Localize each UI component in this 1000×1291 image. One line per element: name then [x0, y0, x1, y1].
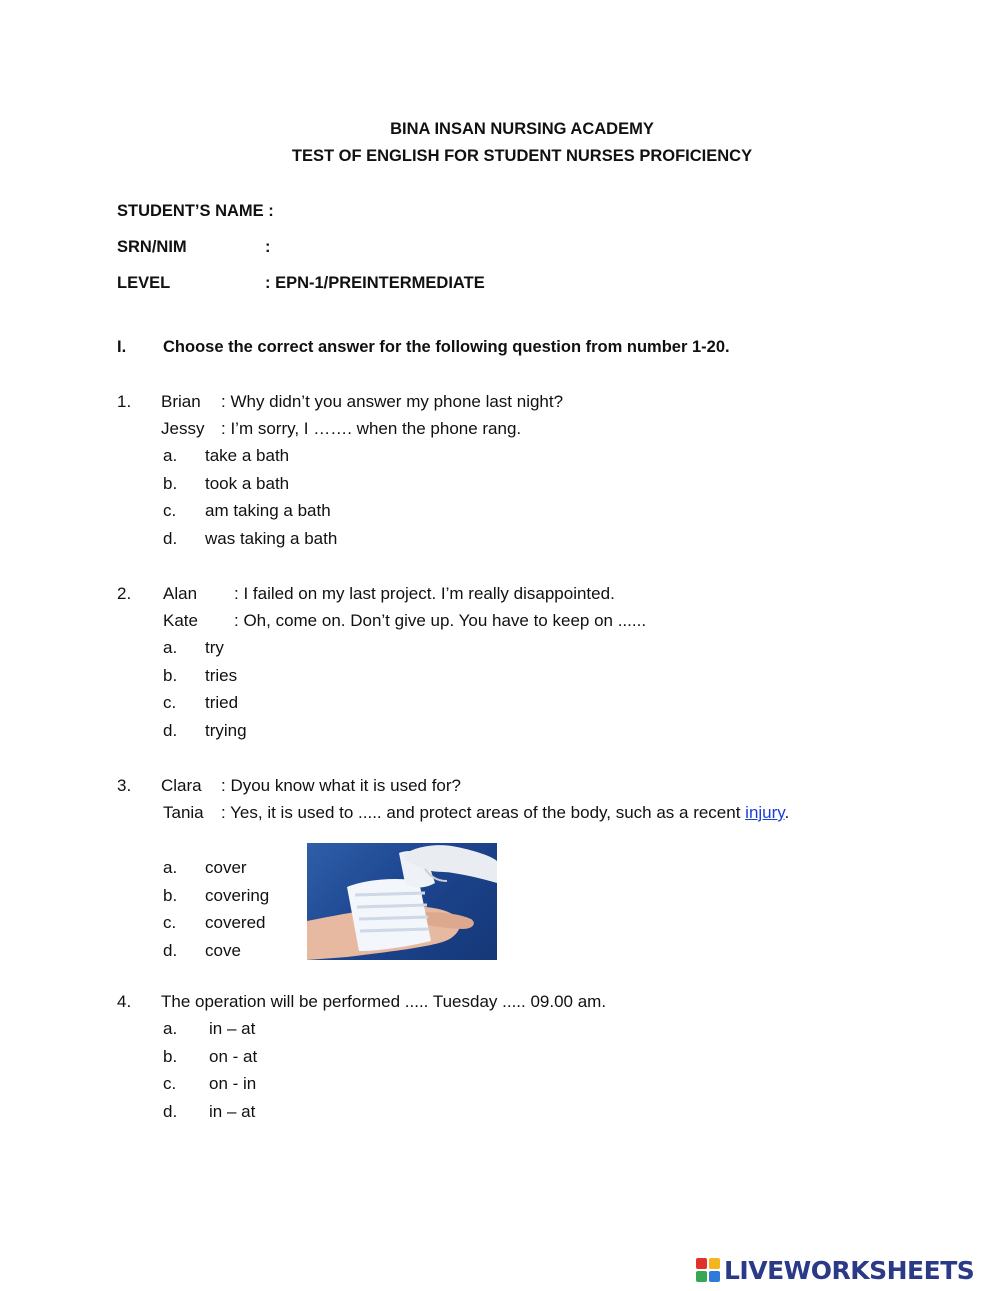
level-label: LEVEL	[117, 274, 171, 292]
question-number: 1.	[117, 392, 132, 411]
option-b[interactable]: tries	[205, 666, 238, 685]
option-letter: a.	[163, 858, 178, 877]
section-instruction: Choose the correct answer for the following question from number 1-20.	[163, 338, 730, 356]
dialogue-line: : I failed on my last project. I’m really disappointed.	[234, 584, 615, 603]
logo-text: LIVEWORKSHEETS	[724, 1255, 975, 1285]
student-name-label: STUDENT’S NAME :	[117, 202, 274, 220]
option-c[interactable]: covered	[205, 913, 266, 932]
level-value: : EPN-1/PREINTERMEDIATE	[265, 274, 485, 292]
option-a[interactable]: cover	[205, 858, 247, 877]
option-letter: b.	[163, 886, 178, 905]
option-letter: d.	[163, 529, 178, 548]
academy-title: BINA INSAN NURSING ACADEMY	[390, 120, 654, 138]
option-letter: d.	[163, 721, 178, 740]
dialogue-punctuation: .	[784, 803, 790, 822]
speaker: Alan	[163, 584, 198, 603]
option-c[interactable]: tried	[205, 693, 239, 712]
option-b[interactable]: took a bath	[205, 474, 290, 493]
option-c[interactable]: am taking a bath	[205, 501, 331, 520]
question-number: 2.	[117, 584, 132, 603]
dialogue-line: : Dyou know what it is used for?	[221, 776, 462, 795]
test-title: TEST OF ENGLISH FOR STUDENT NURSES PROFICIENCY	[291, 147, 753, 165]
option-letter: b.	[163, 474, 178, 493]
logo-block-red	[696, 1258, 707, 1269]
srn-label: SRN/NIM	[117, 238, 187, 256]
option-letter: c.	[163, 693, 177, 712]
option-d[interactable]: was taking a bath	[205, 529, 338, 548]
question-number: 4.	[117, 992, 132, 1011]
option-letter: d.	[163, 1102, 178, 1121]
option-letter: c.	[163, 913, 177, 932]
bandage-illustration	[307, 843, 497, 960]
dialogue-line	[221, 803, 789, 823]
logo-block-green	[696, 1271, 707, 1282]
bandage-wrap	[347, 879, 431, 951]
option-b[interactable]: covering	[205, 886, 270, 905]
option-letter: b.	[163, 1047, 178, 1066]
section-number: I.	[117, 338, 127, 356]
option-c[interactable]: on - in	[209, 1074, 257, 1093]
option-d[interactable]: cove	[205, 941, 241, 960]
option-letter: d.	[163, 941, 178, 960]
option-letter: a.	[163, 446, 178, 465]
speaker: Kate	[163, 611, 198, 630]
logo-block-yellow	[709, 1258, 720, 1269]
logo-block-blue	[709, 1271, 720, 1282]
logo-blocks-icon	[696, 1258, 720, 1282]
dialogue-text: : Yes, it is used to ..... and protect areas of the body, such as a recent	[221, 803, 746, 822]
option-letter: c.	[163, 501, 177, 520]
question-number: 3.	[117, 776, 132, 795]
dialogue-line: : I’m sorry, I ……. when the phone rang.	[221, 419, 522, 438]
srn-colon: :	[265, 238, 271, 256]
option-letter: a.	[163, 638, 178, 657]
option-a[interactable]: try	[205, 638, 224, 657]
option-d[interactable]: trying	[205, 721, 247, 740]
question-text: The operation will be performed ..... Tuesday ..... 09.00 am.	[161, 992, 607, 1011]
option-letter: a.	[163, 1019, 178, 1038]
option-a[interactable]: take a bath	[205, 446, 290, 465]
speaker: Jessy	[161, 419, 205, 438]
option-a[interactable]: in – at	[209, 1019, 256, 1038]
speaker: Tania	[163, 803, 204, 822]
speaker: Clara	[161, 776, 202, 795]
option-d[interactable]: in – at	[209, 1102, 256, 1121]
liveworksheets-logo[interactable]	[696, 1254, 974, 1286]
dialogue-line: : Oh, come on. Don’t give up. You have to keep on ......	[234, 611, 647, 630]
dialogue-line: : Why didn’t you answer my phone last night?	[221, 392, 564, 411]
option-letter: b.	[163, 666, 178, 685]
injury-link[interactable]: injury	[745, 803, 785, 822]
speaker: Brian	[161, 392, 201, 411]
bandage-photo	[307, 843, 497, 960]
option-letter: c.	[163, 1074, 177, 1093]
option-b[interactable]: on - at	[209, 1047, 258, 1066]
